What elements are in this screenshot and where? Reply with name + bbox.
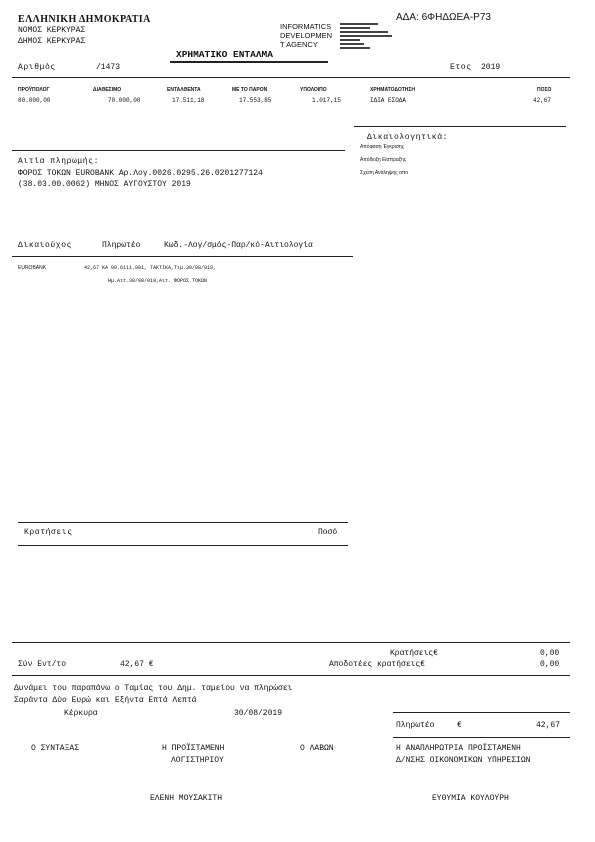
paid-deductions-value: 0,00 xyxy=(540,660,560,669)
budget-value-funding: ΙΔΙΑ ΕΣΟΔΑ xyxy=(370,97,407,104)
documents-top-line xyxy=(354,126,566,127)
signature-composer: Ο ΣΥΝΤΑΞΑΣ xyxy=(31,744,80,753)
deductions-amount-header: Ποσό xyxy=(318,528,338,537)
payable-box-top xyxy=(393,712,570,713)
cause-label: Αιτία πληρωμής: xyxy=(18,157,100,166)
instruction-line-1: Δυνάμει του παραπάνω ο Ταμίας του Δημ. ταμείου να πληρώσει xyxy=(14,684,293,693)
deductions-header: Κρατήσεις xyxy=(24,528,73,537)
number-label: Αριθμός xyxy=(18,63,56,72)
totals-top-line xyxy=(12,642,570,643)
document-title: ΧΡΗΜΑΤΙΚΟ ΕΝΤΑΛΜΑ xyxy=(176,49,273,60)
ida-line-2: DEVELOPMEN xyxy=(280,31,333,40)
budget-header-budget: ΠΡΟΫΠΟΛΟΓ xyxy=(18,87,50,93)
signature-deputy-line-2: Δ/ΝΣΗΣ ΟΙΚΟΝΟΜΙΚΩΝ ΥΠΗΡΕΣΙΩΝ xyxy=(396,756,531,765)
budget-value-budget: 80.000,00 xyxy=(18,97,51,104)
budget-header-funding: ΧΡΗΜΑΤΟΔΟΤΗΣΗ xyxy=(370,87,415,93)
cause-line-1: ΦΟΡΟΣ ΤΟΚΩΝ EUROBANK Αρ.Λογ.0026.0295.26.0201277124 xyxy=(18,169,263,178)
totals-bottom-line xyxy=(12,675,570,676)
instruction-line-2: Σαράντα Δύο Ευρώ και Εξήντα Επτά Λεπτά xyxy=(14,696,197,705)
signatory-head-name: ΕΛΕΝΗ ΜΟΥΣΑΚΙΤΗ xyxy=(150,794,223,803)
payable-value: 42,67 xyxy=(536,721,561,730)
budget-header-current: ΜΕ ΤΟ ΠΑΡΟΝ xyxy=(232,87,268,93)
title-underline xyxy=(170,61,328,63)
number-value: /1473 xyxy=(96,63,121,72)
cause-top-line xyxy=(12,150,345,151)
issue-date: 30/08/2019 xyxy=(234,709,283,718)
deductions-top-line xyxy=(18,522,348,523)
signature-head-line-1: Η ΠΡΟΪΣΤΑΜΕΝΗ xyxy=(162,744,225,753)
budget-value-issued: 17.511,18 xyxy=(172,97,205,104)
budget-value-remaining: 1.017,15 xyxy=(312,97,341,104)
signature-receiver: Ο ΛΑΒΩΝ xyxy=(300,744,334,753)
deductions-total-value: 0,00 xyxy=(540,649,560,658)
beneficiary-header-name: Δικαιούχος xyxy=(18,241,73,250)
budget-value-amount: 42,67 xyxy=(533,97,552,104)
year-label: Ετος xyxy=(450,63,472,72)
budget-header-issued: ΕΝΤΑΛΘΕΝΤΑ xyxy=(167,87,201,93)
beneficiary-name: EUROBANK xyxy=(18,265,47,271)
documents-title: Δικαιολογητικά: xyxy=(367,133,449,142)
budget-header-available: ΔΙΑΘΕΣΙΜΟ xyxy=(93,87,122,93)
deductions-header-line xyxy=(18,545,348,546)
year-value: 2019 xyxy=(481,63,501,72)
ida-greek-text xyxy=(340,23,396,49)
prefecture-label: ΝΟΜΟΣ ΚΕΡΚΥΡΑΣ xyxy=(18,26,86,35)
signature-head-line-2: ΛΟΓΙΣΤΗΡΙΟΥ xyxy=(171,756,224,765)
beneficiary-line-2: Ημ.Αιτ.30/08/019,Αιτ. ΦΟΡΟΣ ΤΟΚΩΝ xyxy=(108,278,208,284)
ida-logo xyxy=(280,22,332,49)
state-title: ΕΛΛΗΝΙΚΗ ΔΗΜΟΚΡΑΤΙΑ xyxy=(18,14,151,25)
budget-value-available: 70.000,00 xyxy=(108,97,141,104)
ada-code: ΑΔΑ: 6ΦΗΔΩΕΑ-Ρ73 xyxy=(396,12,491,23)
ida-line-3: T AGENCY xyxy=(280,40,318,49)
signature-deputy-line-1: Η ΑΝΑΠΛΗΡΩΤΡΙΑ ΠΡΟΪΣΤΑΜΕΝΗ xyxy=(396,744,521,753)
beneficiary-header-line xyxy=(12,256,353,257)
payable-currency: € xyxy=(457,721,462,730)
beneficiary-header-code: Κωδ.-Λογ/σμός-Παρ/κό-Αιτιολογία xyxy=(164,241,313,250)
sum-label: Σύν Εντ/το xyxy=(18,660,67,669)
municipality-label: ΔΗΜΟΣ ΚΕΡΚΥΡΑΣ xyxy=(18,37,86,46)
budget-header-amount: ΠΟΣΟ xyxy=(537,87,552,93)
cause-line-2: (38.03.00.0062) ΜΗΝΟΣ ΑΥΓΟΥΣΤΟΥ 2019 xyxy=(18,180,191,189)
document-item: Απόφαση Έγκρισης xyxy=(360,144,405,150)
deductions-total-label: Κρατήσεις€ xyxy=(390,649,439,658)
sum-value: 42,67 € xyxy=(120,660,154,669)
header-divider xyxy=(12,77,570,78)
payable-label: Πληρωτέο xyxy=(396,721,435,730)
document-item: Σχέση Ανάληψης απο xyxy=(360,170,409,176)
document-item: Απόδειξη Είσπραξης xyxy=(360,157,407,163)
beneficiary-header-payable: Πληρωτέο xyxy=(102,241,141,250)
paid-deductions-label: Αποδοτέες κρατήσεις€ xyxy=(329,660,426,669)
budget-value-current: 17.553,85 xyxy=(239,97,272,104)
signatory-deputy-name: ΕΥΘΥΜΙΑ ΚΟΥΛΟΥΡΗ xyxy=(432,794,509,803)
beneficiary-line-1: 42,67 ΚΑ 00.6111.001, ΤΑΚΤΙΚΑ,Τιμ.30/08/019, xyxy=(84,265,217,271)
ida-line-1: INFORMATICS xyxy=(280,22,332,31)
budget-header-remaining: ΥΠΟΛΟΙΠΟ xyxy=(300,87,327,93)
payable-box-bottom xyxy=(393,737,570,738)
place-label: Κέρκυρα xyxy=(64,709,98,718)
